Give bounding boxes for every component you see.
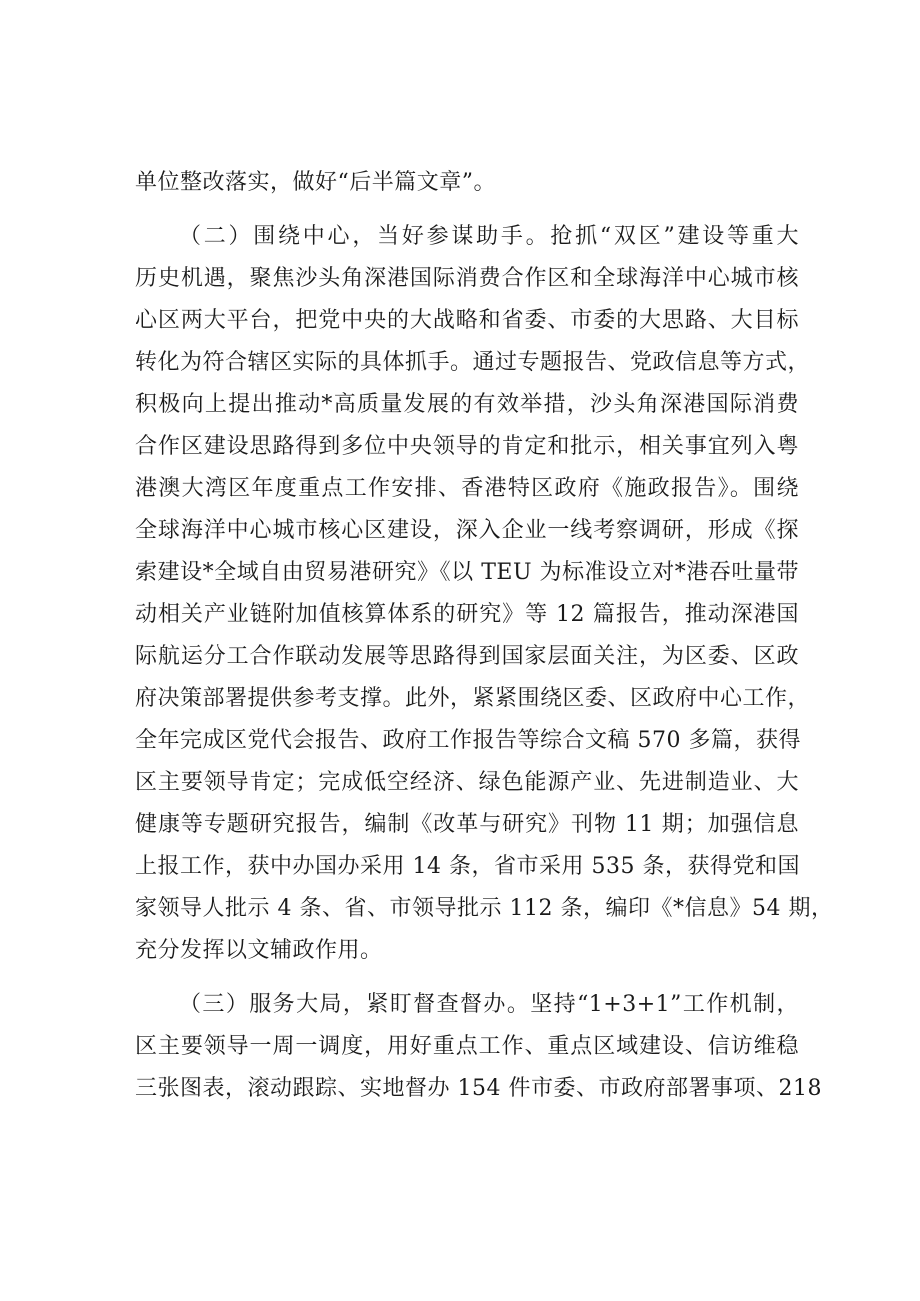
text-line: 充分发挥以文辅政作用。 [135, 938, 383, 963]
text-line: 心区两大平台，把党中央的大战略和省委、市委的大思路、大目标 [135, 308, 799, 333]
text-line: 合作区建设思路得到多位中央领导的肯定和批示，相关事宜列入粤 [135, 434, 799, 459]
text-line: 历史机遇，聚焦沙头角深港国际消费合作区和全球海洋中心城市核 [135, 266, 799, 291]
text-line: 单位整改落实，做好“后半篇文章”。 [135, 170, 496, 195]
text-line: 际航运分工合作联动发展等思路得到国家层面关注，为区委、区政 [135, 644, 799, 669]
text-line: 索建设*全域自由贸易港研究》《以 TEU 为标准设立对*港吞吐量带 [135, 560, 799, 585]
text-line: 区主要领导肯定；完成低空经济、绿色能源产业、先进制造业、大 [135, 770, 799, 795]
text-line: 转化为符合辖区实际的具体抓手。通过专题报告、党政信息等方式， [135, 350, 811, 375]
text-line: 全球海洋中心城市核心区建设，深入企业一线考察调研，形成《探 [135, 518, 799, 543]
text-line: 积极向上提出推动*高质量发展的有效举措，沙头角深港国际消费 [135, 392, 799, 417]
document-body [135, 162, 834, 1110]
paragraph-heading-line: （三）服务大局，紧盯督查督办。坚持“1+3+1”工作机制， [179, 992, 799, 1017]
text-line: 动相关产业链附加值核算体系的研究》等 12 篇报告，推动深港国 [135, 602, 799, 627]
text-line: 区主要领导一周一调度，用好重点工作、重点区域建设、信访维稳 [135, 1034, 799, 1059]
text-line: 健康等专题研究报告，编制《改革与研究》刊物 11 期；加强信息 [135, 812, 799, 837]
text-line: 府决策部署提供参考支撑。此外，紧紧围绕区委、区政府中心工作， [135, 686, 811, 711]
paragraph-heading-line: （二）围绕中心，当好参谋助手。抢抓“双区”建设等重大 [179, 224, 799, 249]
paragraph-gap [135, 204, 799, 216]
text-line: 港澳大湾区年度重点工作安排、香港特区政府《施政报告》。围绕 [135, 476, 799, 501]
text-line: 全年完成区党代会报告、政府工作报告等综合文稿 570 多篇，获得 [135, 728, 801, 753]
paragraph-gap [135, 972, 799, 984]
text-line: 三张图表，滚动跟踪、实地督办 154 件市委、市政府部署事项、218 [135, 1076, 822, 1101]
text-line: 上报工作，获中办国办采用 14 条，省市采用 535 条，获得党和国 [135, 854, 800, 879]
text-line: 家领导人批示 4 条、省、市领导批示 112 条，编印《*信息》54 期， [135, 896, 834, 921]
